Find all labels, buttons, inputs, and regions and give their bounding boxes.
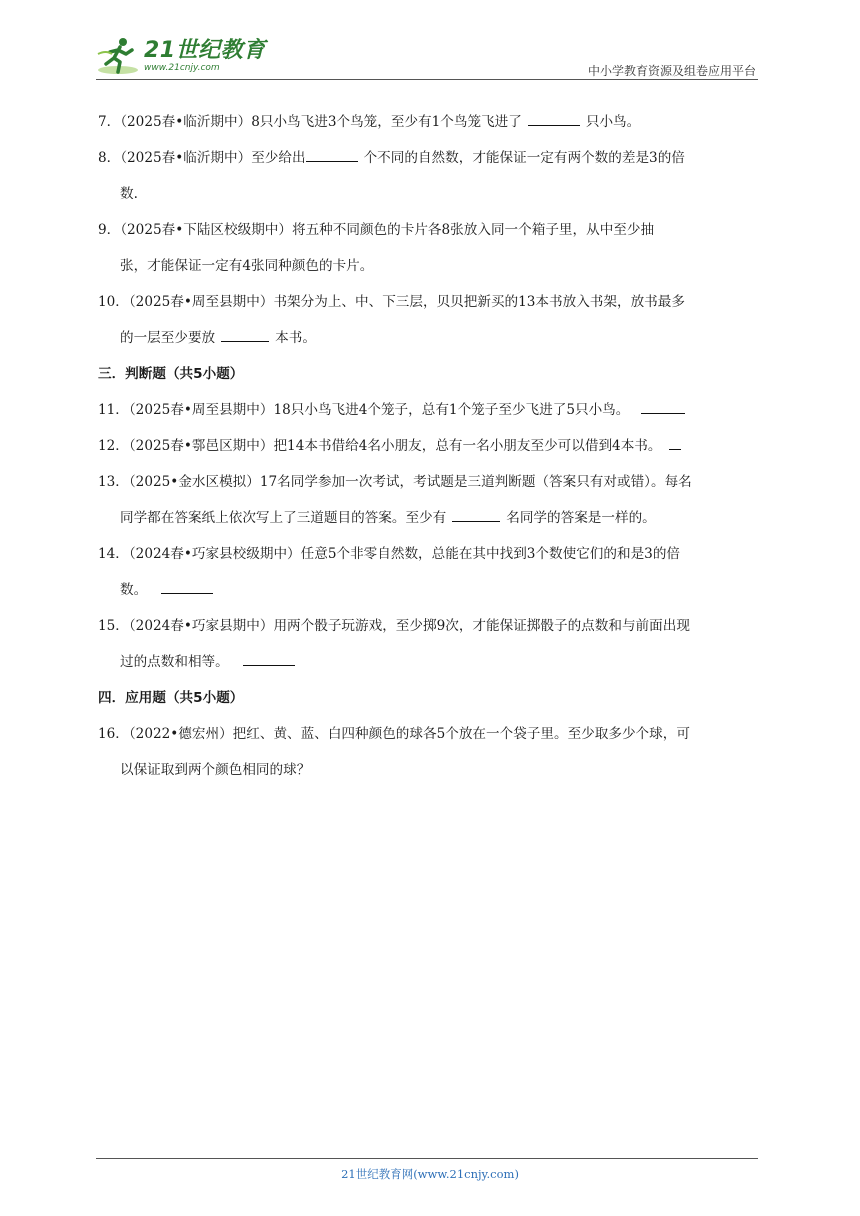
question-14: [98, 536, 762, 608]
platform-name: 中小学教育资源及组卷应用平台: [587, 64, 756, 78]
logo-wordmark: 21世纪教育: [144, 37, 266, 63]
logo: [96, 34, 266, 78]
question-text: 数.: [120, 186, 138, 202]
question-16: [98, 716, 762, 788]
question-text: 14．（2024春•巧家县校级期中）任意5个非零自然数，总能在其中找到3个数使它们的和是3的倍: [98, 546, 681, 562]
question-7: [98, 104, 762, 140]
question-text: 张，才能保证一定有4张同种颜色的卡片。: [120, 258, 374, 274]
page-header: [96, 30, 756, 80]
question-13: [98, 464, 762, 536]
question-list: [98, 104, 762, 788]
header-divider: [96, 79, 758, 80]
question-text: 8．（2025春•临沂期中）至少给出: [98, 150, 306, 166]
section-heading: 四．应用题（共5小题）: [98, 690, 244, 706]
answer-blank[interactable]: [452, 507, 500, 522]
question-text: 名同学的答案是一样的。: [506, 510, 656, 526]
question-text: 的一层至少要放: [120, 330, 216, 346]
question-text: 本书。: [275, 330, 316, 346]
answer-blank[interactable]: [669, 435, 681, 450]
question-text: 个不同的自然数，才能保证一定有两个数的差是3的倍: [363, 150, 685, 166]
answer-blank[interactable]: [161, 579, 213, 594]
question-text: 10．（2025春•周至县期中）书架分为上、中、下三层，贝贝把新买的13本书放入书架，放书最多: [98, 294, 685, 310]
question-10: [98, 284, 762, 356]
question-11: [98, 392, 762, 428]
question-text: 数。: [120, 582, 148, 598]
question-text: 7．（2025春•临沂期中）8只小鸟飞进3个鸟笼，至少有1个鸟笼飞进了: [98, 114, 522, 130]
answer-blank[interactable]: [641, 399, 685, 414]
answer-blank[interactable]: [221, 327, 269, 342]
question-text: 15．（2024春•巧家县期中）用两个骰子玩游戏，至少掷9次，才能保证掷骰子的点数和与前面出现: [98, 618, 690, 634]
question-text: 9．（2025春•下陆区校级期中）将五种不同颜色的卡片各8张放入同一个箱子里，从中至少抽: [98, 222, 655, 238]
runner-logo-icon: [96, 34, 140, 78]
section-heading: 三．判断题（共5小题）: [98, 366, 244, 382]
question-text: 只小鸟。: [585, 114, 641, 130]
answer-blank[interactable]: [528, 111, 580, 126]
footer-divider: [96, 1158, 758, 1159]
question-9: [98, 212, 762, 284]
question-text: 过的点数和相等。: [120, 654, 229, 670]
answer-blank[interactable]: [306, 147, 358, 162]
question-text: 16．（2022•德宏州）把红、黄、蓝、白四种颜色的球各5个放在一个袋子里。至少取多少个球，可: [98, 726, 690, 742]
question-text: 同学都在答案纸上依次写上了三道题目的答案。至少有: [120, 510, 447, 526]
question-text: 以保证取到两个颜色相同的球？: [120, 762, 311, 778]
question-text: 11．（2025春•周至县期中）18只小鸟飞进4个笼子，总有1个笼子至少飞进了5只小鸟。: [98, 402, 630, 418]
question-text: 13．（2025•金水区模拟）17名同学参加一次考试，考试题是三道判断题（答案只有对或错）。每名: [98, 474, 692, 490]
question-12: [98, 428, 762, 464]
question-text: 12．（2025春•鄠邑区期中）把14本书借给4名小朋友，总有一名小朋友至少可以借到4本书。: [98, 438, 662, 454]
logo-url: www.21cnjy.com: [144, 62, 220, 73]
answer-blank[interactable]: [243, 651, 295, 666]
footer-link[interactable]: 21世纪教育网(www.21cnjy.com): [341, 1167, 519, 1181]
question-8: [98, 140, 762, 212]
question-15: [98, 608, 762, 680]
